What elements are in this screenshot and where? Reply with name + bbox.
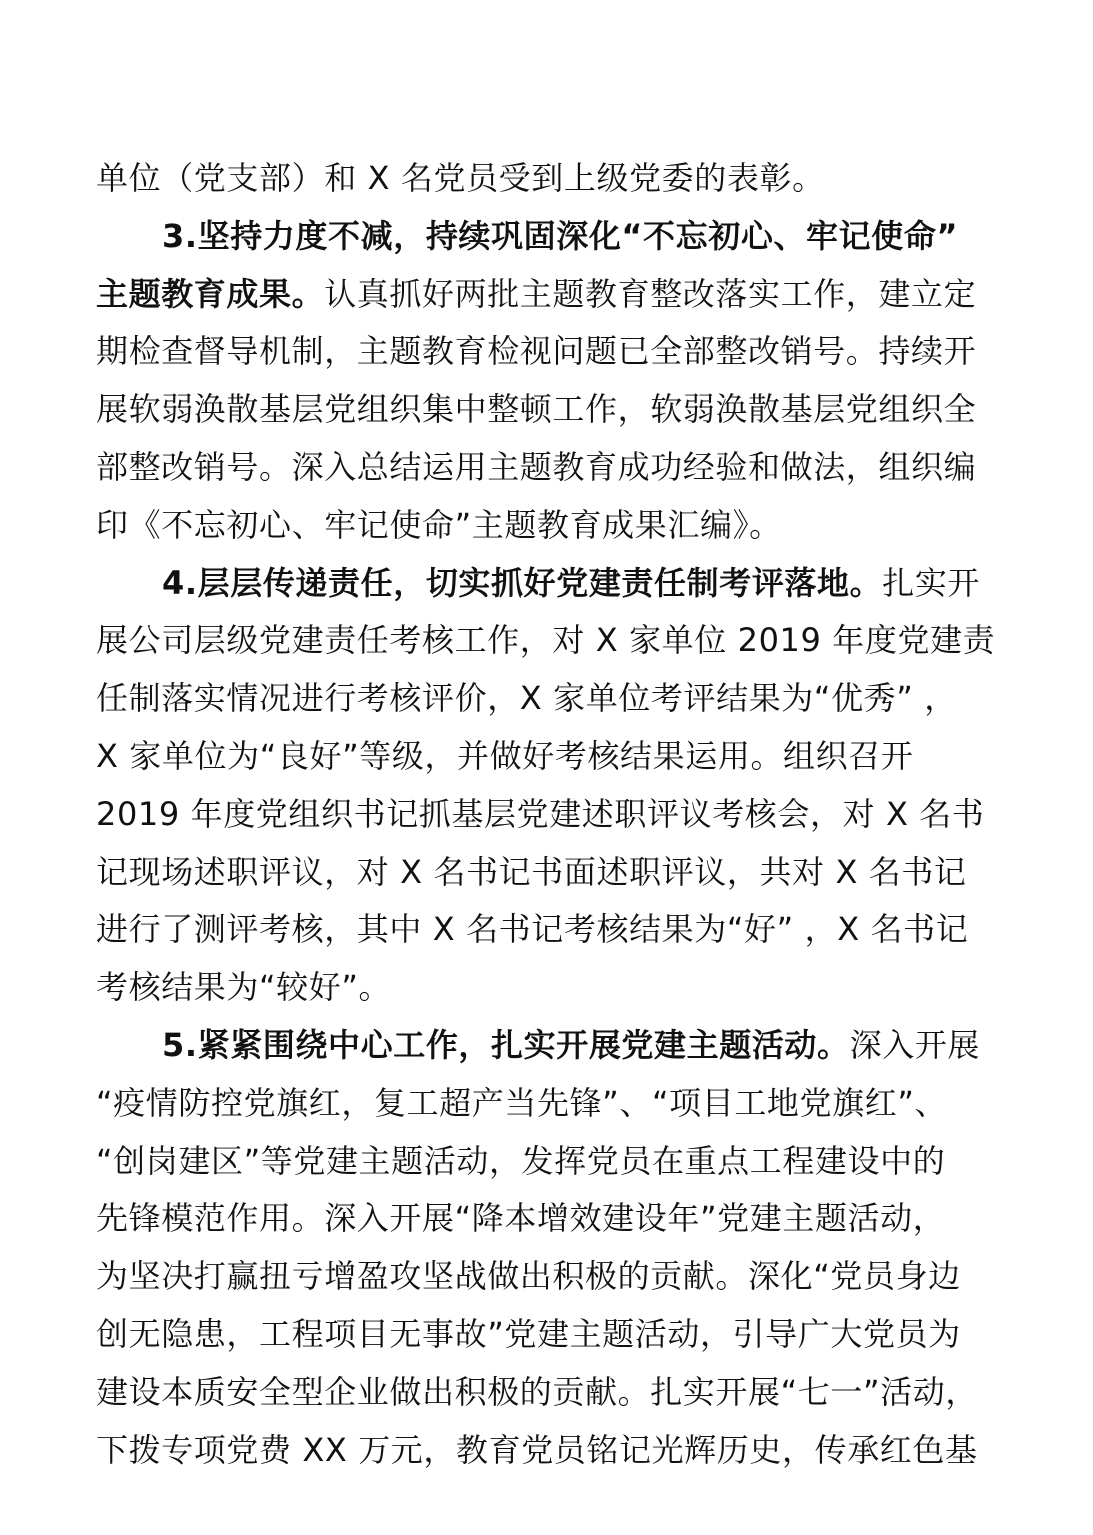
text-line [96, 1075, 1006, 1133]
line-text: 单位（党支部）和 X 名党员受到上级党委的表彰。 [96, 159, 825, 197]
text-line [96, 1422, 1006, 1480]
section-5-heading-line [96, 1017, 1006, 1075]
line-text: 印《不忘初心、牢记使命”主题教育成果汇编》。 [96, 505, 782, 544]
text-line [96, 959, 1006, 1017]
line-text: 考核结果为“较好”。 [96, 968, 392, 1007]
line-text: 扎实开 [882, 563, 981, 602]
line-text: 认真抓好两批主题教育整改落实工作，建立定 [324, 274, 977, 313]
line-text: 任制落实情况进行考核评价，X 家单位考评结果为“优秀” ， [96, 679, 957, 718]
text-line [96, 1306, 1006, 1364]
line-text: 2019 年度党组织书记抓基层党建述职评议考核会，对 X 名书 [96, 794, 985, 833]
section-heading: 主题教育成果。 [96, 274, 325, 313]
text-line [96, 323, 1006, 381]
text-line [96, 786, 1006, 844]
section-heading: 3.坚持力度不减，持续巩固深化“不忘初心、牢记使命” [162, 216, 959, 255]
line-text: 深入开展 [849, 1025, 981, 1064]
line-text: 展软弱涣散基层党组织集中整顿工作，软弱涣散基层党组织全 [96, 390, 977, 429]
text-line [96, 901, 1006, 959]
text-line [96, 612, 1006, 670]
text-line [96, 844, 1006, 902]
line-text: 展公司层级党建责任考核工作，对 X 家单位 2019 年度党建责 [96, 621, 996, 660]
section-3-heading-line [96, 208, 1006, 266]
line-text: 下拨专项党费 XX 万元，教育党员铭记光辉历史，传承红色基 [96, 1430, 978, 1469]
text-line [96, 1364, 1006, 1422]
text-line [96, 1248, 1006, 1306]
text-line [96, 728, 1006, 786]
line-text: 先锋模范作用。深入开展“降本增效建设年”党建主题活动， [96, 1199, 946, 1238]
text-line [96, 1190, 1006, 1248]
line-text: “创岗建区”等党建主题活动，发挥党员在重点工程建设中的 [96, 1141, 946, 1180]
line-text: 记现场述职评议，对 X 名书记书面述职评议，共对 X 名书记 [96, 852, 967, 891]
text-line [96, 497, 1006, 555]
section-heading: 4.层层传递责任，切实抓好党建责任制考评落地。 [162, 563, 883, 602]
line-text: “疫情防控党旗红，复工超产当先锋”、“项目工地党旗红”、 [96, 1083, 948, 1122]
line-text: 为坚决打赢扭亏增盈攻坚战做出积极的贡献。深化“党员身边 [96, 1257, 961, 1296]
line-text: 进行了测评考核，其中 X 名书记考核结果为“好” ，X 名书记 [96, 910, 969, 949]
document-body [96, 150, 1006, 1479]
text-line [96, 670, 1006, 728]
line-text: 创无隐患，工程项目无事故”党建主题活动，引导广大党员为 [96, 1314, 961, 1353]
text-line [96, 266, 1006, 324]
text-line [96, 1133, 1006, 1191]
text-line [96, 150, 1006, 208]
line-text: 部整改销号。深入总结运用主题教育成功经验和做法，组织编 [96, 447, 977, 486]
line-text: 期检查督导机制，主题教育检视问题已全部整改销号。持续开 [96, 332, 977, 371]
line-text: X 家单位为“良好”等级，并做好考核结果运用。组织召开 [96, 736, 914, 775]
text-line [96, 381, 1006, 439]
section-heading: 5.紧紧围绕中心工作，扎实开展党建主题活动。 [162, 1025, 850, 1064]
text-line [96, 439, 1006, 497]
section-4-heading-line [96, 555, 1006, 613]
line-text: 建设本质安全型企业做出积极的贡献。扎实开展“七一”活动， [96, 1372, 978, 1411]
